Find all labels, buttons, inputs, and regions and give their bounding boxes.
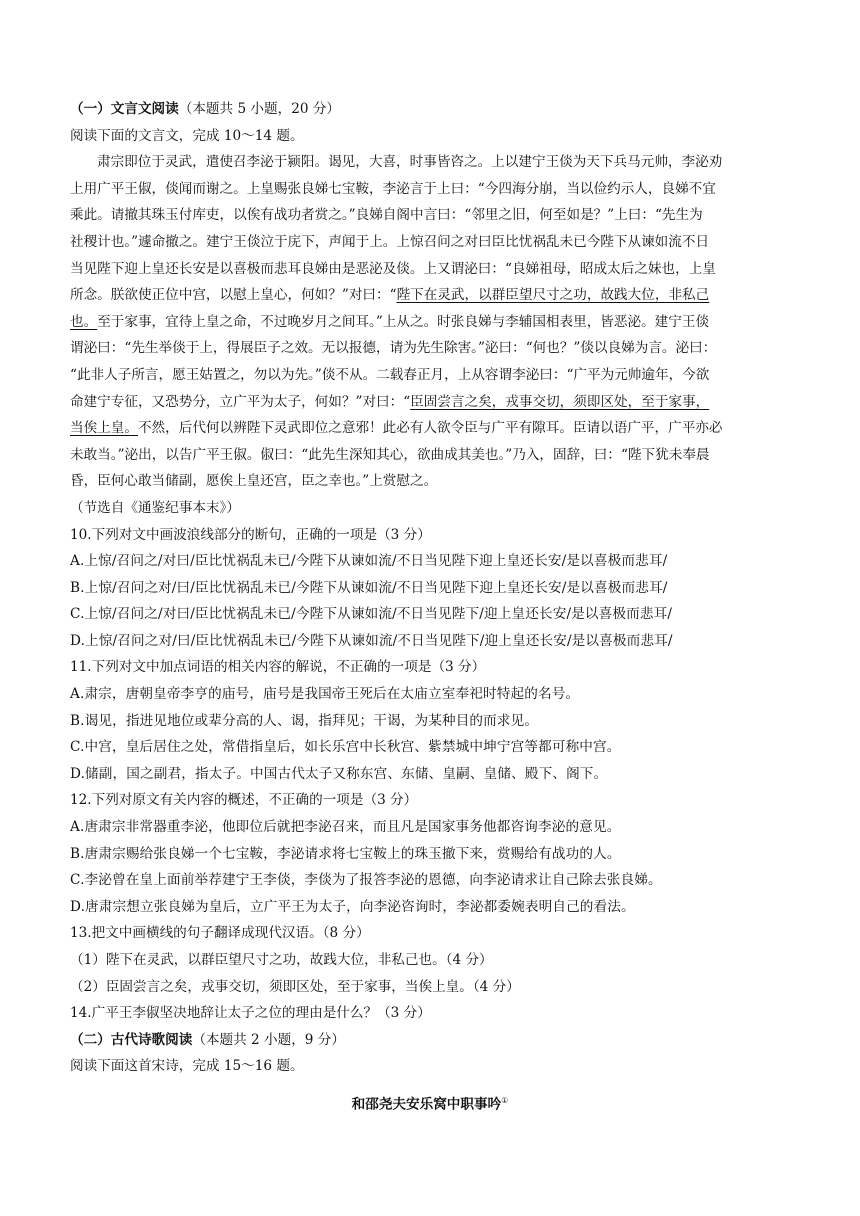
question-10-option-c: C.上惊/召问之/对曰/臣比忧祸乱未已/今陛下从谏如流/不日当见陛下/迎上皇还长安/是以喜极而悲耳/ <box>70 606 673 623</box>
passage-line: 肃宗即位于灵武，遣使召李泌于颍阳。谒见，大喜，时事皆咨之。上以建宁王倓为天下兵马元帅，李泌劝 <box>97 154 723 171</box>
section2-heading: （二）古代诗歌阅读 <box>70 1031 193 1048</box>
question-12-option-c: C.李泌曾在皇上面前举荐建宁王李倓，李倓为了报答李泌的恩德，向李泌请求让自己除去张良娣。 <box>70 872 662 889</box>
question-13-sentence-1: （1）陛下在灵武，以群臣望尺寸之功，故践大位，非私己也。（4 分） <box>70 952 493 968</box>
section1-header <box>70 96 790 123</box>
passage-source: （节选自《通鉴纪事本末》） <box>70 499 240 516</box>
passage-text: 所念。朕欲使正位中宫，以慰上皇心，何如？”对曰：“ <box>70 287 397 304</box>
underlined-sentence-1: 陛下在灵武，以群臣望尺寸之功，故践大位，非私己 <box>396 287 710 304</box>
question-11-stem: 11.下列对文中加点词语的相关内容的解说，不正确的一项是（3 分） <box>70 659 486 676</box>
section1-instruction: 阅读下面的文言文，完成 10～14 题。 <box>70 127 304 144</box>
underlined-sentence-1-end: 也。 <box>70 313 98 330</box>
passage-line <box>70 389 790 416</box>
passage-text: 命建宁专征，又恐势分，立广平为太子，何如？”对曰：“ <box>70 393 411 410</box>
question-12-option-a: A.唐肃宗非常器重李泌，他即位后就把李泌召来，而且凡是国家事务他都咨询李泌的意见。 <box>70 819 621 836</box>
exam-page <box>70 96 790 1115</box>
section1-heading: （一）文言文阅读 <box>70 101 179 117</box>
question-10-option-b: B.上惊/召问之对/曰/臣比忧祸乱未已/今陛下从谏如流/不日当见陛下迎上皇还长安/是以喜极而悲耳/ <box>70 579 668 596</box>
passage-line: 乘此。请撤其珠玉付库吏，以俟有战功者赏之。”良娣自阁中言曰：“邻里之旧，何至如是？”上曰：“先生为 <box>70 207 703 224</box>
question-10-option-d: D.上惊/召问之对/曰/臣比忧祸乱未已/今陛下从谏如流/不日当见陛下/迎上皇还长安/是以喜极而悲耳/ <box>70 632 673 649</box>
question-10-stem: 10.下列对文中画波浪线部分的断句，正确的一项是（3 分） <box>70 526 431 543</box>
classical-passage <box>70 149 790 521</box>
passage-line: 当见陛下迎上皇还长安是以喜极而悲耳良娣由是恶泌及倓。上又谓泌曰：“良娣祖母，昭成太后之妹也，上皇 <box>70 260 716 277</box>
passage-line: 谓泌曰：“先生举倓于上，得展臣子之效。无以报德，请为先生除害。”泌曰：“何也？”倓以良娣为言。泌曰： <box>70 340 717 357</box>
passage-line: “此非人子所言，愿王姑置之，勿以为先。”倓不从。二载春正月，上从容谓李泌曰：“广平为元帅逾年，今欲 <box>70 366 710 383</box>
section2-instruction: 阅读下面这首宋诗，完成 15～16 题。 <box>70 1058 304 1075</box>
passage-line: 未敢当。”泌出，以告广平王俶。俶曰：“此先生深知其心，欲曲成其美也。”乃入，固辞，曰：“陛下犹未奉晨 <box>70 446 710 463</box>
question-12-stem: 12.下列对原文有关内容的概述，不正确的一项是（3 分） <box>70 792 418 809</box>
question-13-stem: 13.把文中画横线的句子翻译成现代汉语。（8 分） <box>70 925 370 942</box>
passage-text: 不然，后代何以辨陛下灵武即位之意邪！此必有人欲令臣与广平有隙耳。臣请以语广平，广平亦必 <box>137 420 723 437</box>
question-12-option-b: B.唐肃宗赐给张良娣一个七宝鞍，李泌请求将七宝鞍上的珠玉撤下来，赏赐给有战功的人。 <box>70 845 621 862</box>
footnote-marker: ① <box>501 1095 509 1105</box>
passage-line <box>70 282 790 309</box>
question-11-option-d: D.储副，国之副君，指太子。中国古代太子又称东宫、东储、皇嗣、皇储、殿下、阁下。 <box>70 765 608 782</box>
poem-title <box>70 1088 790 1115</box>
passage-line <box>70 415 790 442</box>
question-11-option-c: C.中宫，皇后居住之处，常借指皇后，如长乐宫中长秋宫、紫禁城中坤宁宫等都可称中宫。 <box>70 739 621 756</box>
question-10-option-a: A.上惊/召问之/对曰/臣比忧祸乱未已/今陛下从谏如流/不日当见陛下迎上皇还长安/是以喜极而悲耳/ <box>70 553 668 570</box>
section2-note: （本题共 2 小题，9 分） <box>192 1031 345 1048</box>
poem-title-text: 和邵尧夫安乐窝中职事吟 <box>351 1096 502 1113</box>
passage-line: 社稷计也。”遽命撤之。建宁王倓泣于庑下，声闻于上。上惊召问之对曰臣比忧祸乱未已今陛下从谏如流不日 <box>70 233 710 250</box>
question-11-option-b: B.谒见，指进见地位或辈分高的人、谒，指拜见；干谒，为某种目的而求见。 <box>70 712 539 729</box>
passage-line <box>70 309 790 336</box>
section2-header <box>70 1027 790 1054</box>
passage-line: 昏，臣何心敢当储副，愿俟上皇还宫，臣之幸也。”上赏慰之。 <box>70 473 438 490</box>
underlined-sentence-2: 臣固尝言之矣，戎事交切，须即区处，至于家事， <box>410 393 710 410</box>
section1-note: （本题共 5 小题，20 分） <box>178 101 341 117</box>
passage-text: 至于家事，宜待上皇之命，不过晚岁月之间耳。”上从之。时张良娣与李辅国相表里，皆恶泌。建宁王倓 <box>97 313 710 330</box>
question-12-option-d: D.唐肃宗想立张良娣为皇后，立广平王为太子，向李泌咨询时，李泌都委婉表明自己的看法。 <box>70 898 635 915</box>
question-13-sentence-2: （2）臣固尝言之矣，戎事交切，须即区处，至于家事，当俟上皇。（4 分） <box>70 978 520 995</box>
underlined-sentence-2-end: 当俟上皇。 <box>70 420 138 437</box>
question-11-option-a: A.肃宗，唐朝皇帝李亨的庙号，庙号是我国帝王死后在太庙立室奉祀时特起的名号。 <box>70 686 580 703</box>
passage-line: 上用广平王俶，倓闻而谢之。上皇赐张良娣七宝鞍，李泌言于上曰：“今四海分崩，当以俭约示人，良娣不宜 <box>70 180 716 197</box>
question-14-stem: 14.广平王李俶坚决地辞让太子之位的理由是什么？（3 分） <box>70 1005 431 1022</box>
